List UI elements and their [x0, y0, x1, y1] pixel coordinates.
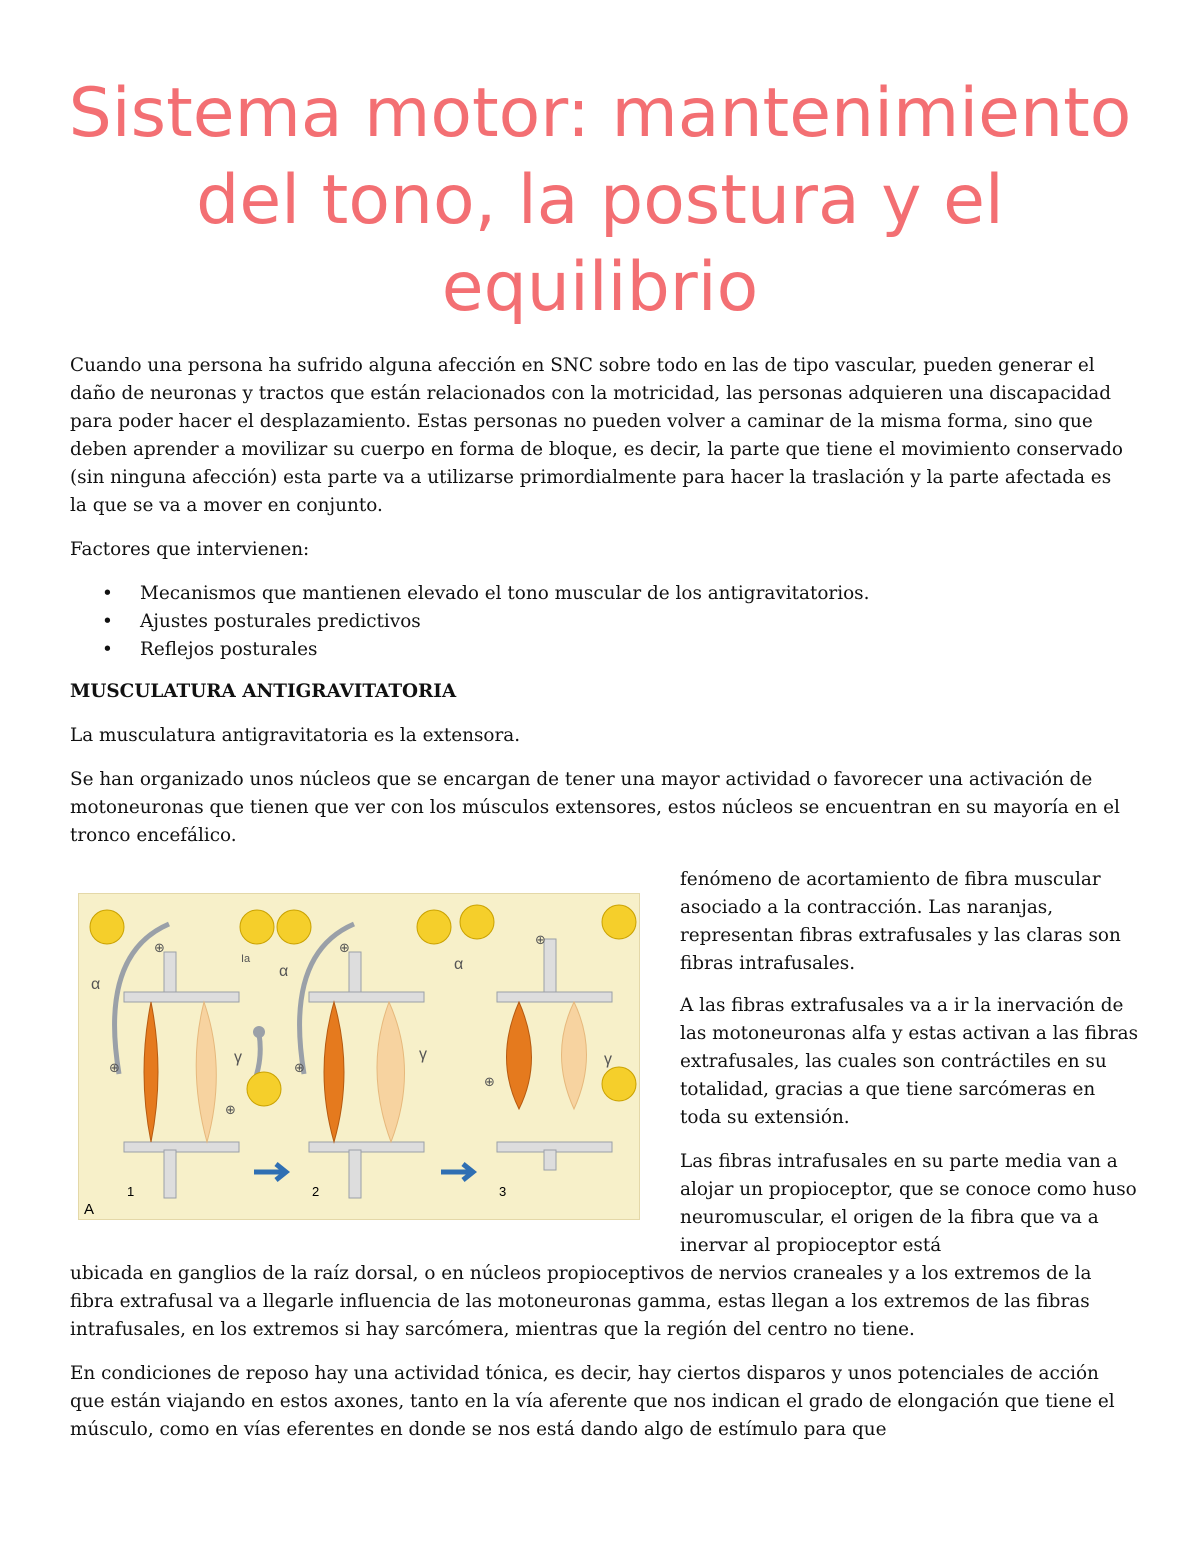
muscle-spindle-figure	[78, 893, 640, 1220]
figure-panel-1	[90, 910, 281, 1198]
list-item: • Reflejos posturales	[70, 636, 869, 664]
alpha-label: α	[279, 963, 289, 980]
paragraph-extensora: La musculatura antigravitatoria es la extensora.	[70, 725, 521, 746]
side-paragraph-2: A las fibras extrafusales va a ir la inervación de las motoneuronas alfa y estas activan a las fibras extrafusales, las cuales son contráctiles en su totalidad, gracias a que tiene sarcómeras en toda su extensión.	[680, 995, 1139, 1128]
plus-icon: ⊕	[109, 1061, 120, 1076]
step-arrow	[441, 1164, 473, 1180]
factors-label: Factores que intervienen:	[70, 539, 310, 560]
list-item: • Ajustes posturales predictivos	[70, 608, 869, 636]
step-label: 2	[312, 1184, 320, 1199]
list-item: • Mecanismos que mantienen elevado el tono muscular de los antigravitatorios.	[70, 580, 869, 608]
step-label: 1	[127, 1184, 135, 1199]
paragraph-continuation: ubicada en ganglios de la raíz dorsal, o en núcleos propioceptivos de nervios craneales y a los extremos de la fibra extrafusal va a llegarle influencia de las motoneuronas gamma, estas llegan a los extremos de las fibras intrafusales, en los extremos si hay sarcómera, mientras que la región del centro no tiene.	[70, 1263, 1092, 1340]
plus-icon: ⊕	[225, 1103, 236, 1118]
section-heading: MUSCULATURA ANTIGRAVITATORIA	[70, 681, 457, 702]
paragraph-reposo: En condiciones de reposo hay una actividad tónica, es decir, hay ciertos disparos y unos potenciales de acción que están viajando en estos axones, tanto en la vía aferente que nos indican el grado de elongación que tiene el músculo, como en vías eferentes en donde se nos está dando algo de estímulo para que	[70, 1363, 1115, 1440]
plus-icon: ⊕	[535, 933, 546, 948]
plus-icon: ⊕	[294, 1061, 305, 1076]
panel-letter: A	[84, 1201, 95, 1218]
document-title: Sistema motor: mantenimiento del tono, la postura y el equilibrio	[68, 74, 1132, 327]
side-paragraph-1: fenómeno de acortamiento de fibra muscular asociado a la contracción. Las naranjas, representan fibras extrafusales y las claras son fibras intrafusales.	[680, 869, 1121, 974]
ia-label: Ia	[241, 953, 251, 965]
paragraph-nucleos: Se han organizado unos núcleos que se encargan de tener una mayor actividad o favorecer una activación de motoneuronas que tienen que ver con los músculos extensores, estos núcleos se encuentran en su mayoría en el tronco encefálico.	[70, 769, 1120, 846]
side-paragraph-3: Las fibras intrafusales en su parte media van a alojar un propioceptor, que se conoce como huso neuromuscular, el origen de la fibra que va a inervar al propioceptor está	[680, 1151, 1137, 1256]
alpha-label: α	[91, 976, 101, 993]
figure-illustration	[79, 894, 639, 1219]
plus-icon: ⊕	[339, 941, 350, 956]
plus-icon: ⊕	[484, 1075, 495, 1090]
gamma-label: γ	[419, 1046, 427, 1063]
gamma-label: γ	[604, 1051, 612, 1068]
step-label: 3	[499, 1184, 507, 1199]
plus-icon: ⊕	[154, 941, 165, 956]
alpha-label: α	[454, 956, 464, 973]
intro-paragraph: Cuando una persona ha sufrido alguna afección en SNC sobre todo en las de tipo vascular, pueden generar el daño de neuronas y tractos que están relacionados con la motricidad, las personas adquieren una discapacidad para poder hacer el desplazamiento. Estas personas no pueden volver a caminar de la misma forma, sino que deben aprender a movilizar su cuerpo en forma de bloque, es decir, la parte que tiene el movimiento conservado (sin ninguna afección) esta parte va a utilizarse primordialmente para hacer la traslación y la parte afectada es la que se va a mover en conjunto.	[70, 355, 1123, 516]
figure-panel-3	[460, 905, 636, 1170]
gamma-label: γ	[234, 1049, 242, 1066]
step-arrow	[254, 1164, 286, 1180]
factors-list	[70, 580, 869, 664]
